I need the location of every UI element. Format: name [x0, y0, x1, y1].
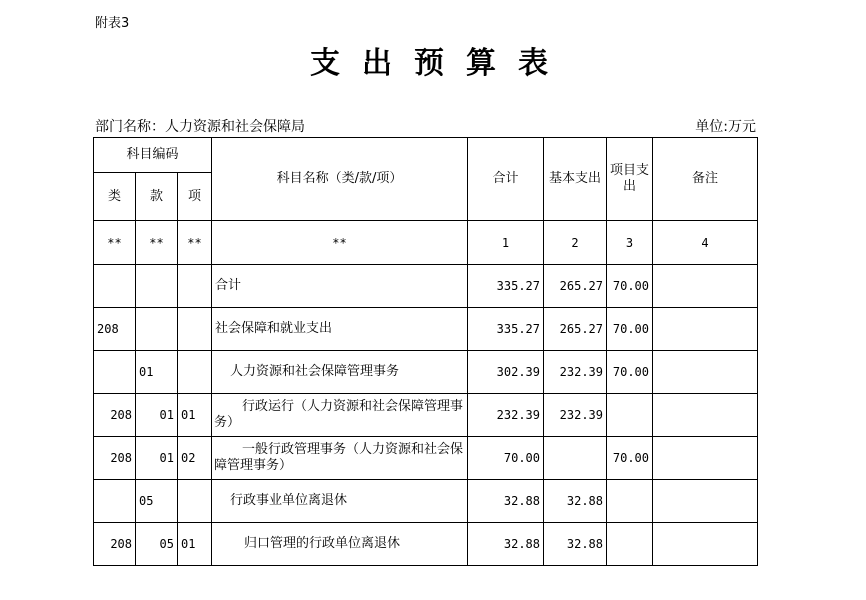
header-row-1	[94, 138, 758, 173]
cell-total: 302.39	[468, 351, 544, 394]
cell-basic: 232.39	[544, 351, 607, 394]
cell-basic: 265.27	[544, 265, 607, 308]
cell-xiang: 01	[178, 394, 212, 437]
cell-subject-name: 人力资源和社会保障管理事务	[212, 351, 468, 394]
cell-xiang	[178, 480, 212, 523]
cell-subject-name: 一般行政管理事务（人力资源和社会保障管理事务）	[212, 437, 468, 480]
table-row	[94, 308, 758, 351]
cell-total: 335.27	[468, 308, 544, 351]
attachment-label: 附表3	[95, 16, 130, 31]
page-title: 支出预算表	[310, 46, 570, 81]
cell-subject-name: 社会保障和就业支出	[212, 308, 468, 351]
cell-kuan: 05	[136, 480, 178, 523]
cell-lei: 208	[94, 437, 136, 480]
cell-lei: 208	[94, 523, 136, 566]
table-row	[94, 480, 758, 523]
cell-kuan	[136, 265, 178, 308]
cell-lei	[94, 480, 136, 523]
index-cell: **	[136, 221, 178, 265]
cell-basic: 265.27	[544, 308, 607, 351]
cell-total: 70.00	[468, 437, 544, 480]
cell-kuan	[136, 308, 178, 351]
cell-project: 70.00	[607, 265, 653, 308]
table-row	[94, 394, 758, 437]
header-lei: 类	[94, 173, 136, 221]
budget-table	[93, 137, 758, 566]
cell-project	[607, 394, 653, 437]
cell-note	[653, 351, 758, 394]
cell-total: 32.88	[468, 480, 544, 523]
cell-lei: 208	[94, 308, 136, 351]
cell-note	[653, 308, 758, 351]
header-total: 合计	[468, 138, 544, 221]
cell-total: 232.39	[468, 394, 544, 437]
cell-xiang	[178, 351, 212, 394]
cell-basic: 32.88	[544, 480, 607, 523]
index-cell: 2	[544, 221, 607, 265]
header-xiang: 项	[178, 173, 212, 221]
cell-subject-name: 行政运行（人力资源和社会保障管理事务）	[212, 394, 468, 437]
cell-basic: 32.88	[544, 523, 607, 566]
cell-total: 32.88	[468, 523, 544, 566]
header-project: 项目支出	[607, 138, 653, 221]
cell-lei: 208	[94, 394, 136, 437]
index-cell: 1	[468, 221, 544, 265]
cell-project	[607, 523, 653, 566]
cell-note	[653, 265, 758, 308]
header-code-group: 科目编码	[94, 138, 212, 173]
cell-total: 335.27	[468, 265, 544, 308]
cell-xiang	[178, 308, 212, 351]
header-kuan: 款	[136, 173, 178, 221]
cell-project: 70.00	[607, 437, 653, 480]
index-cell: **	[178, 221, 212, 265]
cell-subject-name: 行政事业单位离退休	[212, 480, 468, 523]
cell-xiang	[178, 265, 212, 308]
cell-kuan: 01	[136, 437, 178, 480]
cell-basic	[544, 437, 607, 480]
unit-label: 单位:万元	[695, 119, 756, 135]
index-cell: **	[212, 221, 468, 265]
cell-project	[607, 480, 653, 523]
cell-note	[653, 480, 758, 523]
header-basic: 基本支出	[544, 138, 607, 221]
header-note: 备注	[653, 138, 758, 221]
cell-kuan: 01	[136, 394, 178, 437]
table-row	[94, 437, 758, 480]
cell-project: 70.00	[607, 351, 653, 394]
index-cell: 3	[607, 221, 653, 265]
cell-note	[653, 394, 758, 437]
index-row	[94, 221, 758, 265]
table-row	[94, 523, 758, 566]
cell-kuan: 05	[136, 523, 178, 566]
cell-xiang: 02	[178, 437, 212, 480]
header-subject-name: 科目名称（类/款/项）	[212, 138, 468, 221]
cell-note	[653, 523, 758, 566]
cell-project: 70.00	[607, 308, 653, 351]
table-row	[94, 265, 758, 308]
cell-subject-name: 合计	[212, 265, 468, 308]
table-row	[94, 351, 758, 394]
cell-xiang: 01	[178, 523, 212, 566]
department-name: 部门名称：人力资源和社会保障局	[95, 119, 305, 135]
cell-basic: 232.39	[544, 394, 607, 437]
cell-subject-name: 归口管理的行政单位离退休	[212, 523, 468, 566]
cell-kuan: 01	[136, 351, 178, 394]
cell-note	[653, 437, 758, 480]
cell-lei	[94, 351, 136, 394]
index-cell: **	[94, 221, 136, 265]
cell-lei	[94, 265, 136, 308]
index-cell: 4	[653, 221, 758, 265]
